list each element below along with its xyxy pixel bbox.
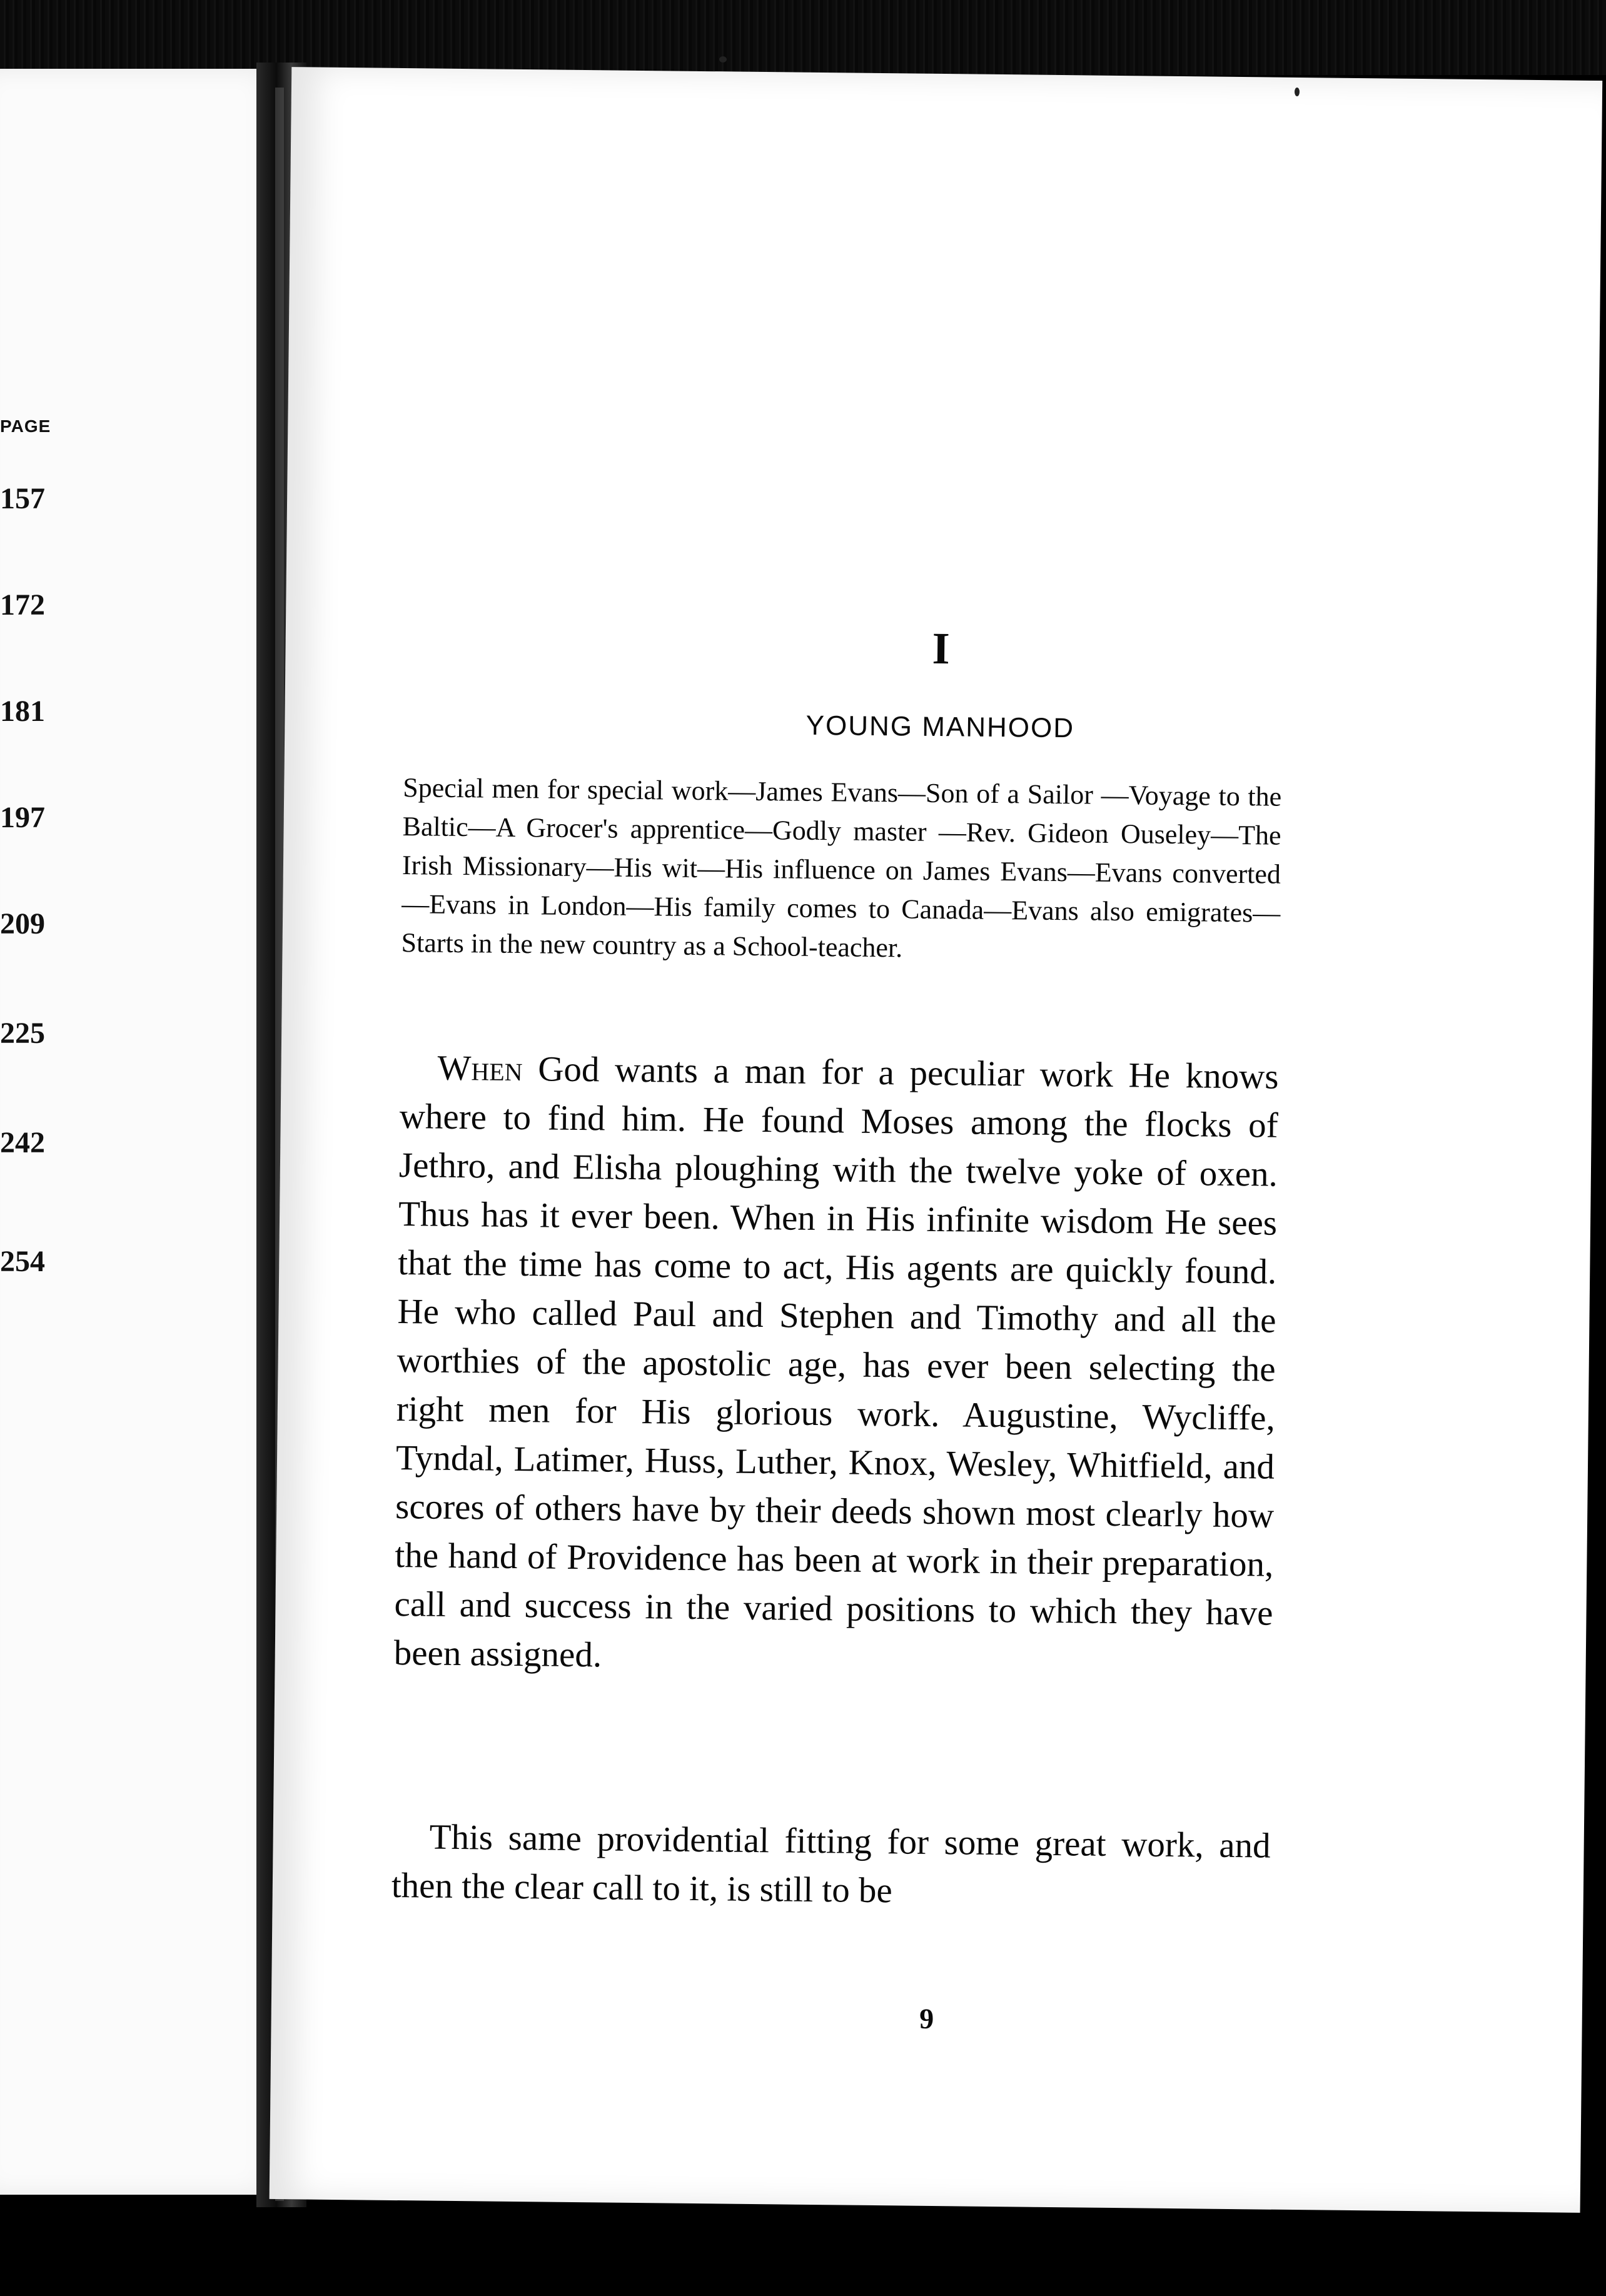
toc-page-number: 209: [0, 907, 45, 940]
facing-page-left: [0, 69, 285, 2195]
toc-page-number: 254: [0, 1245, 45, 1278]
body-paragraph-1: [393, 1044, 1279, 1687]
chapter-number: I: [932, 623, 951, 674]
scan-speck: [1295, 88, 1300, 96]
toc-page-number: 225: [0, 1017, 45, 1050]
toc-page-header: PAGE: [0, 416, 51, 436]
toc-page-number: 157: [0, 482, 45, 515]
scan-border: [0, 0, 1606, 75]
paragraph-text: God wants a man for a peculiar work He knows where to find him. He found Moses among the flocks of Jethro, and Elisha ploughing with the twelve yoke of oxen. Thus has it ever been. When in His infinite wisdom He sees that the time has come to act, His agents are quickly found. He who called Paul and Stephen and Timothy and all the worthies of the apostolic age, has ever been selecting the right men for His glorious work. Augustine, Wycliffe, Tyndal, Latimer, Huss, Luther, Knox, Wesley, Whitfield, and scores of others have by their deeds shown most clearly how the hand of Providence has been at work in their preparation, call and success in the varied positions to which they have been assigned.: [393, 1049, 1279, 1675]
scan-speck: [719, 56, 727, 63]
chapter-summary: Special men for special work—James Evans—Son of a Sailor —Voyage to the Baltic—A Grocer's apprentice—Godly master —Rev. Gideon Ouseley—The Irish Missionary—His wit—His influence on James Evans—Evans converted—Evans in London—His family comes to Canada—Evans also emigrates—Starts in the new country as a School-teacher.: [401, 772, 1282, 964]
toc-page-number: 242: [0, 1126, 45, 1159]
drop-lead-word: When: [437, 1048, 523, 1089]
chapter-title: YOUNG MANHOOD: [806, 710, 1075, 744]
toc-page-number: 197: [0, 801, 45, 834]
page-content: [270, 67, 1603, 2213]
toc-page-number: 172: [0, 588, 45, 622]
toc-page-number: 181: [0, 695, 45, 728]
page-number: 9: [919, 2002, 934, 2035]
body-paragraph-2: This same providential fitting for some great work, and then the clear call to it, is still to be: [391, 1817, 1271, 1911]
page-right: [270, 67, 1603, 2213]
